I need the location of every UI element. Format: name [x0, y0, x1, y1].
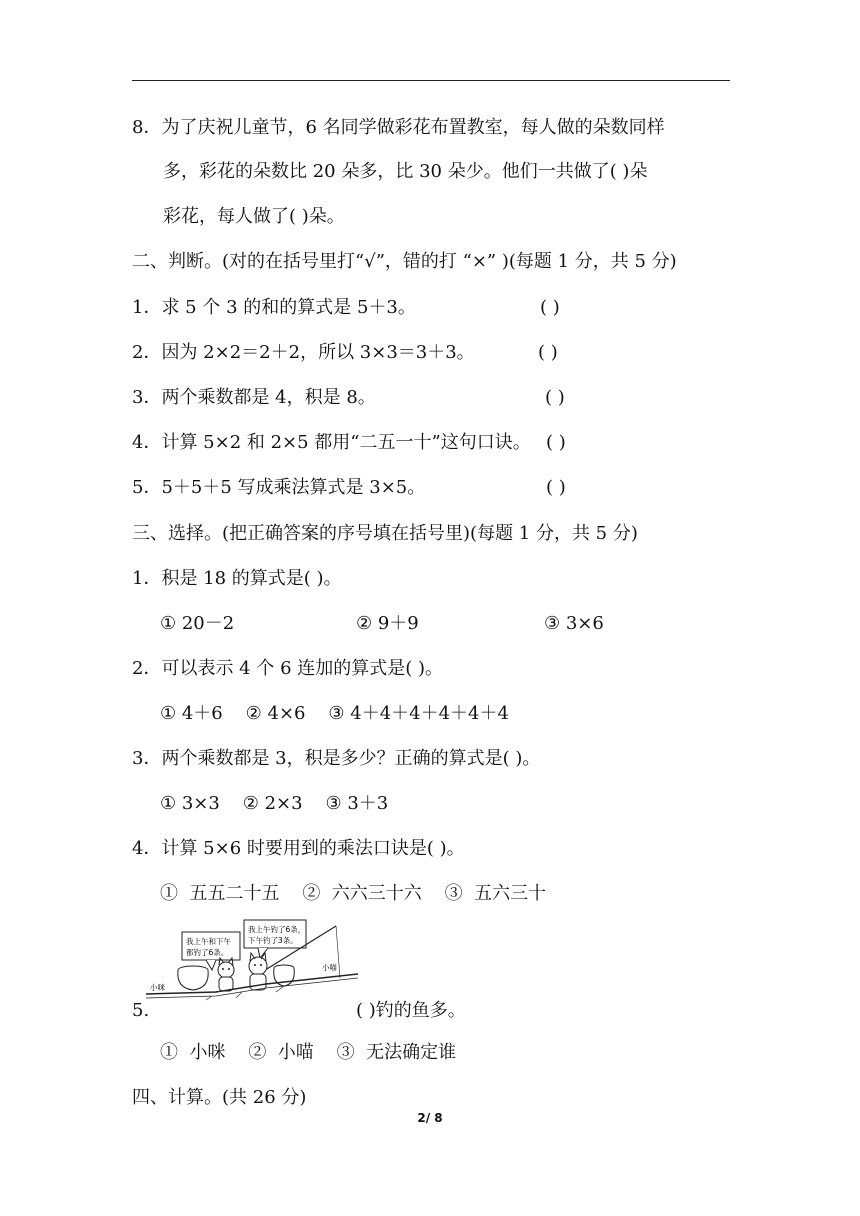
- header-rule: [132, 80, 730, 81]
- choice-q1-option-2: ② 9＋9: [356, 613, 419, 634]
- bubble-left-line-2: 都钓了6条。: [186, 948, 229, 957]
- choice-q5-options: ① 小咪 ② 小喵 ③ 无法确定谁: [160, 1042, 457, 1063]
- label-xiaomi: 小咪: [150, 983, 165, 992]
- section4-heading: 四、计算。(共 26 分): [132, 1087, 307, 1108]
- q8-line-1: 8．为了庆祝儿童节，6 名同学做彩花布置教室，每人做的朵数同样: [132, 117, 665, 138]
- judge-item-4: 4．计算 5×2 和 2×5 都用“二五一十”这句口诀。: [132, 432, 531, 453]
- bubble-right-line-1: 我上午钓了6条，: [248, 925, 306, 934]
- label-xiaomiao: 小喵: [322, 963, 337, 972]
- q8-line-2: 多，彩花的朵数比 20 朵多，比 30 朵少。他们一共做了( )朵: [163, 161, 648, 182]
- judge-blank-1[interactable]: ( ): [540, 297, 560, 318]
- cat-xiaomi-figure: [218, 958, 234, 991]
- choice-q2-options: ① 4＋6 ② 4×6 ③ 4＋4＋4＋4＋4＋4: [160, 703, 509, 724]
- choice-q4: 4．计算 5×6 时要用到的乘法口诀是( )。: [132, 838, 465, 859]
- bubble-left-line-1: 我上午和下午: [186, 937, 231, 946]
- choice-q1-option-3: ③ 3×6: [544, 613, 604, 634]
- choice-q3-options: ① 3×3 ② 2×3 ③ 3＋3: [160, 793, 389, 814]
- judge-blank-5[interactable]: ( ): [546, 477, 566, 498]
- fishing-cats-illustration: [146, 918, 358, 1006]
- choice-q3: 3．两个乘数都是 3，积是多少？正确的算式是( )。: [132, 748, 541, 769]
- bubble-right-line-2: 下午钓了3条。: [248, 936, 298, 945]
- choice-q2: 2．可以表示 4 个 6 连加的算式是( )。: [132, 658, 444, 679]
- judge-blank-4[interactable]: ( ): [546, 432, 566, 453]
- section3-heading: 三、选择。(把正确答案的序号填在括号里)(每题 1 分，共 5 分): [132, 523, 638, 544]
- choice-q1: 1．积是 18 的算式是( )。: [132, 568, 342, 589]
- q8-line-3: 彩花，每人做了( )朵。: [163, 206, 345, 227]
- choice-q4-options: ① 五五二十五 ② 六六三十六 ③ 五六三十: [160, 883, 547, 904]
- judge-blank-3[interactable]: ( ): [545, 387, 565, 408]
- judge-item-2: 2．因为 2×2＝2＋2，所以 3×3＝3＋3。: [132, 342, 475, 363]
- section2-heading: 二、判断。(对的在括号里打“√”，错的打 “×” )(每题 1 分，共 5 分): [132, 251, 677, 272]
- choice-q5-number: 5.: [132, 1000, 150, 1021]
- judge-item-5: 5．5＋5＋5 写成乘法算式是 3×5。: [132, 477, 426, 498]
- judge-blank-2[interactable]: ( ): [538, 342, 558, 363]
- page-number: 2/ 8: [417, 1111, 443, 1125]
- judge-item-1: 1．求 5 个 3 的和的算式是 5＋3。: [132, 297, 416, 318]
- choice-q5: ( )钓的鱼多。: [356, 1000, 466, 1021]
- judge-item-3: 3．两个乘数都是 4，积是 8。: [132, 387, 376, 408]
- choice-q1-option-1: ① 20－2: [160, 613, 235, 634]
